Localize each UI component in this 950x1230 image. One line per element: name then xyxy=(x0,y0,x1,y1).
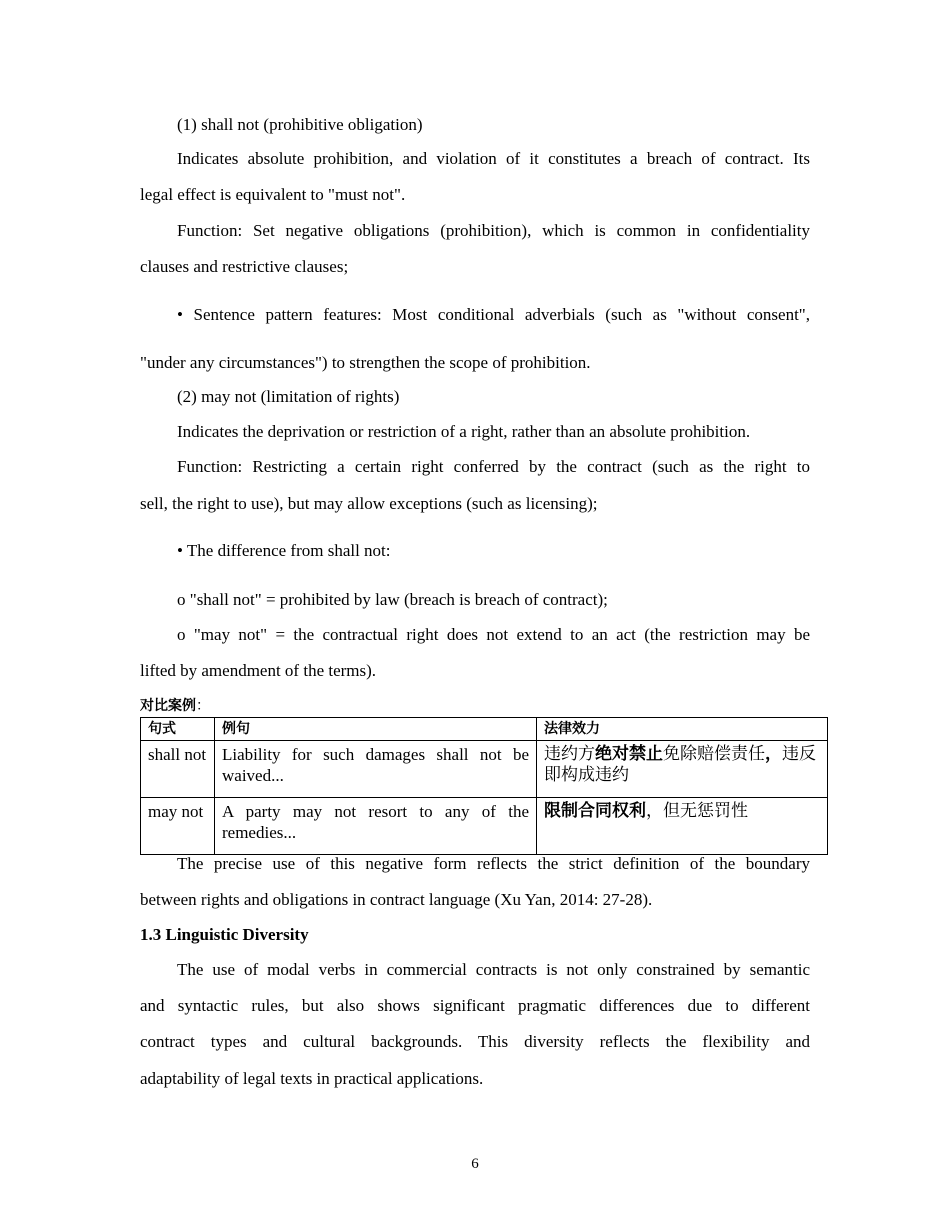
list-item: o "may not" = the contractual right does not extend to an act (the restriction may be xyxy=(177,625,810,644)
example-cell: Liability for such damages shall not be waived... xyxy=(215,741,537,798)
effect-emphasis: 限制合同权利 xyxy=(544,801,646,821)
paragraph-line: legal effect is equivalent to "must not". xyxy=(140,185,406,204)
effect-text: 违反即构成违约 xyxy=(544,744,816,785)
bullet-line: • Sentence pattern features: Most conditional adverbials (such as "without consent", xyxy=(177,305,810,324)
paragraph-line: adaptability of legal texts in practical applications. xyxy=(140,1069,484,1088)
effect-cell xyxy=(537,741,828,798)
paragraph-line: clauses and restrictive clauses; xyxy=(140,257,349,276)
page-number: 6 xyxy=(471,1156,479,1172)
bullet-line: • The difference from shall not: xyxy=(177,541,391,560)
may-not-heading: (2) may not (limitation of rights) xyxy=(177,387,400,406)
example-cell: A party may not resort to any of the remedies... xyxy=(215,798,537,855)
table-header-row xyxy=(141,718,828,741)
effect-text: 违约方 xyxy=(544,744,595,764)
comparison-table xyxy=(140,717,828,855)
table-row xyxy=(141,741,828,798)
comparison-label-colon: ： xyxy=(196,698,210,714)
comparison-label-text: 对比案例 xyxy=(140,698,196,714)
list-item: o "shall not" = prohibited by law (breach is breach of contract); xyxy=(177,590,608,609)
column-header: 法律效力 xyxy=(537,718,828,741)
comparison-label xyxy=(140,696,210,716)
paragraph-line: and syntactic rules, but also shows significant pragmatic differences due to different xyxy=(140,996,810,1015)
paragraph-line: "under any circumstances") to strengthen the scope of prohibition. xyxy=(140,353,591,372)
pattern-cell: shall not xyxy=(141,741,215,798)
paragraph-line: lifted by amendment of the terms). xyxy=(140,661,377,680)
paragraph-line: contract types and cultural backgrounds. This diversity reflects the flexibility and xyxy=(140,1032,810,1051)
paragraph-line: The use of modal verbs in commercial contracts is not only constrained by semantic xyxy=(177,960,810,979)
paragraph-line: Indicates the deprivation or restriction of a right, rather than an absolute prohibition. xyxy=(177,422,751,441)
paragraph-line: Function: Restricting a certain right conferred by the contract (such as the right to xyxy=(177,457,810,476)
effect-text: ，但无惩罚性 xyxy=(646,801,748,821)
pattern-cell: may not xyxy=(141,798,215,855)
effect-emphasis: 绝对禁止 xyxy=(595,744,663,764)
paragraph-line: sell, the right to use), but may allow exceptions (such as licensing); xyxy=(140,494,598,513)
effect-emphasis: ， xyxy=(765,744,782,764)
paragraph-line: The precise use of this negative form reflects the strict definition of the boundary xyxy=(177,854,810,873)
paragraph-line: Indicates absolute prohibition, and violation of it constitutes a breach of contract. Its xyxy=(177,149,810,168)
column-header: 句式 xyxy=(141,718,215,741)
paragraph-line: between rights and obligations in contract language (Xu Yan, 2014: 27-28). xyxy=(140,890,653,909)
effect-cell xyxy=(537,798,828,855)
shall-not-heading: (1) shall not (prohibitive obligation) xyxy=(177,115,423,134)
column-header: 例句 xyxy=(215,718,537,741)
table-row xyxy=(141,798,828,855)
section-heading: 1.3 Linguistic Diversity xyxy=(140,925,309,944)
effect-text: 免除赔偿责任 xyxy=(663,744,765,764)
paragraph-line: Function: Set negative obligations (prohibition), which is common in confidentiality xyxy=(177,221,810,240)
